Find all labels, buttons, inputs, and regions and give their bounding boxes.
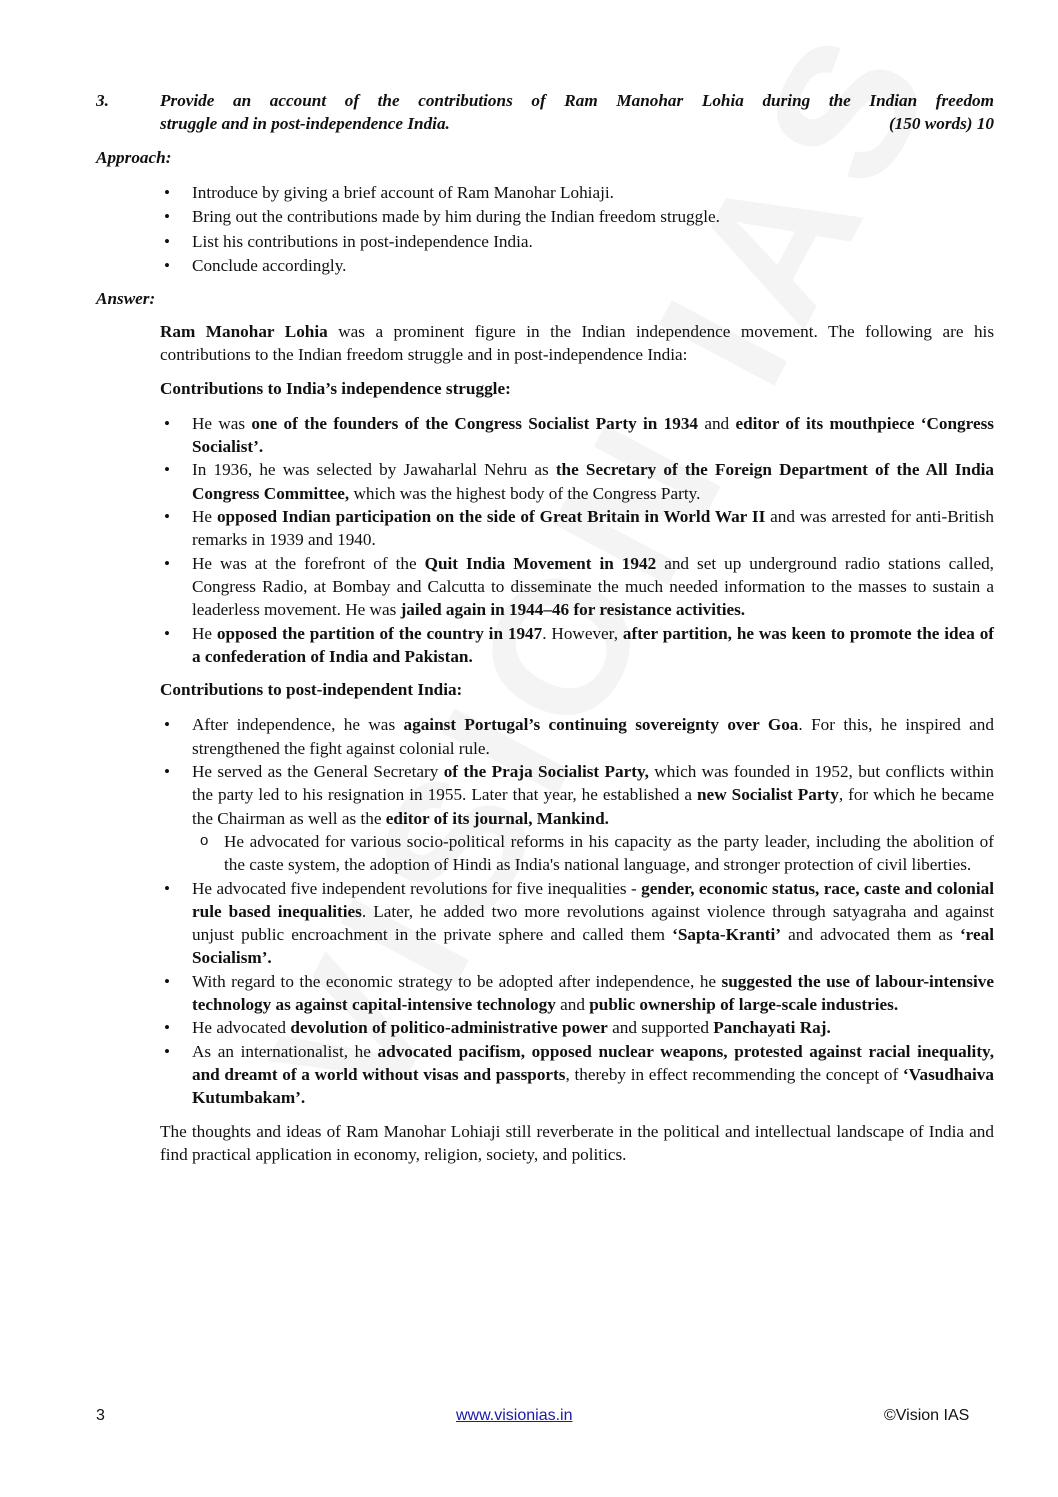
bold-text: ‘real Socialism’. <box>192 925 994 968</box>
bold-text: opposed Indian participation on the side of Great Britain in World War II <box>216 507 766 527</box>
section1-list <box>160 412 994 668</box>
text: and <box>698 413 736 433</box>
bold-text: editor of its journal, Mankind. <box>385 808 609 828</box>
section2-heading: Contributions to post-independent India: <box>160 680 463 700</box>
text: and supported <box>607 1018 714 1038</box>
intro-paragraph <box>160 320 994 367</box>
copyright: ©Vision IAS <box>884 1407 970 1424</box>
bold-text: Panchayati Raj. <box>713 1018 831 1038</box>
contribution-item <box>160 458 994 505</box>
contribution-item <box>160 877 994 970</box>
bold-text: one of the founders of the Congress Socialist Party in 1934 <box>251 413 699 433</box>
bold-text: opposed the partition of the country in 1947 <box>216 623 543 643</box>
contribution-item <box>160 412 994 459</box>
text: As an internationalist, he <box>192 1041 378 1061</box>
contribution-item <box>160 552 994 622</box>
bold-text: gender, economic status, race, caste and colonial rule based inequalities <box>192 878 994 921</box>
text: After independence, he was <box>192 715 404 735</box>
text: . For this, he inspired and strengthened the fight against colonial rule. <box>192 715 994 758</box>
question-number: 3. <box>96 91 109 110</box>
bold-text: public ownership of large-scale industries. <box>589 995 899 1015</box>
website-link[interactable]: www.visionias.in <box>456 1407 573 1424</box>
text: and <box>555 995 590 1015</box>
text: , thereby in effect recommending the concept of <box>565 1064 903 1084</box>
bold-text: editor of its mouthpiece ‘Congress Socialist’. <box>192 413 994 457</box>
text: He was <box>192 413 252 433</box>
text: He <box>192 623 217 643</box>
question-line-1: Provide an account of the contributions of Ram Manohar Lohia during the Indian freedom <box>160 91 994 110</box>
text: He <box>192 507 217 527</box>
sub-item: o He advocated for various socio-political reforms in his capacity as the party leader, including the abolition of the caste system, the adoption of Hindi as India's national language, and stronger protection of civil liberties. <box>192 830 994 877</box>
question <box>96 89 994 136</box>
contribution-item <box>160 1040 994 1110</box>
text: , for which he became the Chairman as well as the <box>192 785 994 828</box>
bold-text: after partition, he was keen to promote the idea of a confederation of India and Pakistan. <box>192 623 995 666</box>
text: He advocated <box>192 1018 291 1038</box>
bold-text: suggested the use of labour-intensive technology as against capital-intensive technology <box>192 971 994 1015</box>
page-number: 3 <box>96 1407 105 1424</box>
bold-text: advocated pacifism, opposed nuclear weapons, protested against racial inequality, and dreamt of a world without visas and passports <box>192 1041 994 1084</box>
text: In 1936, he was selected by Jawaharlal Nehru as <box>192 460 556 480</box>
bold-text: for resistance activities. <box>569 600 746 620</box>
text: which was founded in 1952, but conflicts within the party led to his resignation in 1955. Later that year, he established a <box>192 762 994 805</box>
approach-item: • Conclude accordingly. <box>160 254 994 278</box>
answer-label: Answer: <box>96 289 156 308</box>
question-line-2: struggle and in post-independence India. <box>160 114 450 134</box>
bold-text: the Secretary of the Foreign Department of the All India Congress Committee, <box>192 460 994 503</box>
contribution-item <box>160 622 994 669</box>
bold-text: ‘Vasudhaiva Kutumbakam’. <box>192 1064 994 1108</box>
text: . However, <box>542 623 623 643</box>
bold-text: devolution of politico-administrative power <box>290 1018 608 1038</box>
text: which was the highest body of the Congress Party. <box>349 483 701 503</box>
contribution-item <box>160 1016 994 1039</box>
bold-text: against Portugal’s continuing sovereignty over Goa <box>403 715 799 735</box>
text: and was arrested for anti-British remarks in 1939 and 1940. <box>192 507 994 550</box>
answer-body <box>160 320 994 1166</box>
approach-item: • List his contributions in post-independence India. <box>160 230 994 254</box>
approach-item: • Bring out the contributions made by him during the Indian freedom struggle. <box>160 205 994 229</box>
contribution-item <box>160 760 994 876</box>
text: He served as the General Secretary <box>192 762 444 782</box>
approach-label: Approach: <box>96 148 172 167</box>
bold-text: ‘Sapta-Kranti’ <box>672 925 781 945</box>
contribution-item <box>160 505 994 552</box>
bold-text: new Socialist Party <box>697 785 839 805</box>
text: and set up underground radio stations called, Congress Radio, at Bombay and Calcutta to disseminate the much needed information to the masses to sustain a leaderless movement. He was <box>192 553 994 620</box>
text: He advocated five independent revolutions for five inequalities - <box>192 878 642 898</box>
bold-text: jailed again in 1944–46 <box>400 600 570 620</box>
text: and advocated them as <box>780 925 960 945</box>
conclusion-paragraph: The thoughts and ideas of Ram Manohar Lohiaji still reverberate in the political and intellectual landscape of India and find practical application in economy, religion, society, and politics. <box>160 1121 994 1164</box>
section2-list <box>160 713 994 1109</box>
bold-text: of the Praja Socialist Party, <box>443 762 649 782</box>
bold-text: Quit India Movement in 1942 <box>424 553 657 573</box>
approach-item: • Introduce by giving a brief account of Ram Manohar Lohiaji. <box>160 181 994 205</box>
section1-heading: Contributions to India’s independence struggle: <box>160 378 511 398</box>
text: . Later, he added two more revolutions against violence through satyagraha and against unjust public encroachment in the private sphere and called them <box>192 901 994 945</box>
approach-list <box>160 181 994 278</box>
text: He was at the forefront of the <box>192 553 425 573</box>
contribution-item <box>160 713 994 760</box>
sub-list <box>192 830 994 877</box>
text: was a prominent figure in the Indian independence movement. The following are his contributions to the Indian freedom struggle and in post-independence India: <box>160 322 995 365</box>
contribution-item <box>160 970 994 1017</box>
bold-text: Ram Manohar Lohia <box>160 322 328 341</box>
question-marks: (150 words) 10 <box>888 114 994 134</box>
text: With regard to the economic strategy to be adopted after independence, he <box>192 971 722 991</box>
